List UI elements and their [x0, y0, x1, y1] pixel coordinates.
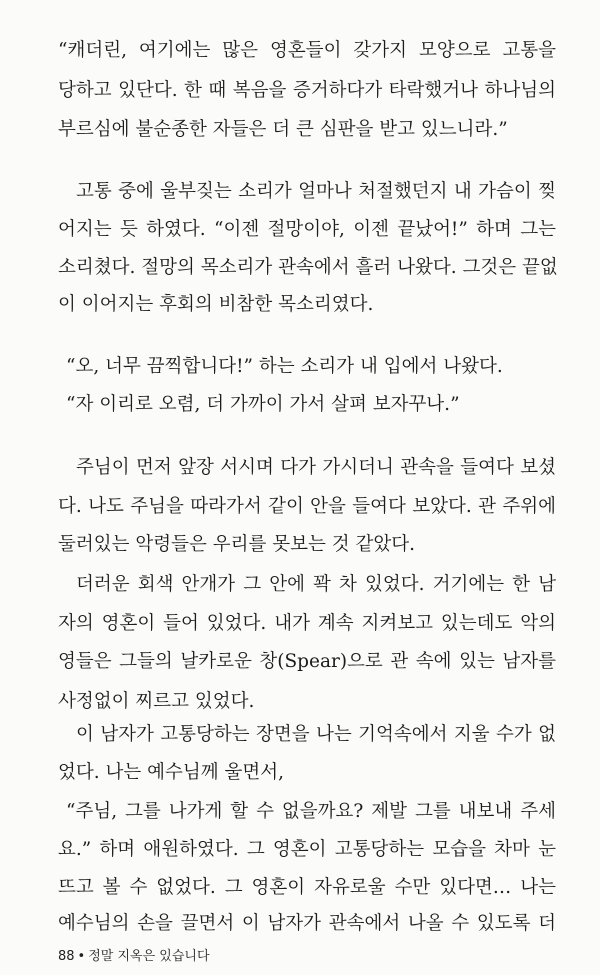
text-line: 주님이 먼저 앞장 서시며 다가 가시더니 관속을 들여다 보셨: [76, 457, 556, 478]
text-line: 다. 나도 주님을 따라가서 같이 안을 들여다 보았다. 관 주위에: [58, 496, 556, 517]
footer-separator: •: [77, 949, 86, 964]
text-line: 뜨고 볼 수 없었다. 그 영혼이 자유로울 수만 있다면… 나는: [58, 877, 556, 898]
text-line: 부르심에 불순종한 자들은 더 큰 심판을 받고 있느니라.”: [58, 119, 508, 140]
text-line: 당하고 있단다. 한 때 복음을 증거하다가 타락했거나 하나님의: [58, 80, 556, 101]
text-line: “오, 너무 끔찍합니다!” 하는 소리가 내 입에서 나왔다.: [66, 356, 503, 377]
text-line: 자의 영혼이 들어 있었다. 내가 계속 지켜보고 있는데도 악의: [58, 613, 556, 634]
text-line: 이 이어지는 후회의 비참한 목소리였다.: [58, 294, 374, 315]
text-line: 더러운 회색 안개가 그 안에 꽉 차 있었다. 거기에는 한 남: [76, 574, 556, 595]
page-number: 88: [58, 949, 75, 964]
text-line: 고통 중에 울부짖는 소리가 얼마나 처절했던지 내 가슴이 찢: [76, 181, 556, 202]
text-line: “자 이리로 오렴, 더 가까이 가서 살펴 보자꾸나.”: [66, 394, 460, 415]
text-line: 사정없이 찌르고 있었다.: [58, 691, 255, 712]
text-line: 요.” 하며 애원하였다. 그 영혼이 고통당하는 모습을 차마 눈: [58, 839, 556, 860]
text-line: 이 남자가 고통당하는 장면을 나는 기억속에서 지울 수가 없: [76, 724, 556, 745]
text-line: “캐더린, 여기에는 많은 영혼들이 갖가지 모양으로 고통을: [58, 40, 556, 61]
text-line: 영들은 그들의 날카로운 창(Spear)으로 관 속에 있는 남자를: [58, 651, 556, 672]
text-line: “주님, 그를 나가게 할 수 없을까요? 제발 그를 내보내 주세: [66, 801, 556, 822]
text-line: 었다. 나는 예수님께 울면서,: [58, 762, 284, 783]
text-line: 예수님의 손을 끌면서 이 남자가 관속에서 나올 수 있도록 더: [58, 913, 556, 934]
text-line: 어지는 듯 하였다. “이젠 절망이야, 이젠 끝났어!” 하며 그는: [58, 219, 556, 240]
book-title: 정말 지옥은 있습니다: [88, 949, 210, 964]
text-line: 소리쳤다. 절망의 목소리가 관속에서 흘러 나왔다. 그것은 끝없: [58, 257, 558, 278]
page-footer: [58, 948, 210, 966]
text-line: 둘러있는 악령들은 우리를 못보는 것 같았다.: [58, 534, 415, 555]
